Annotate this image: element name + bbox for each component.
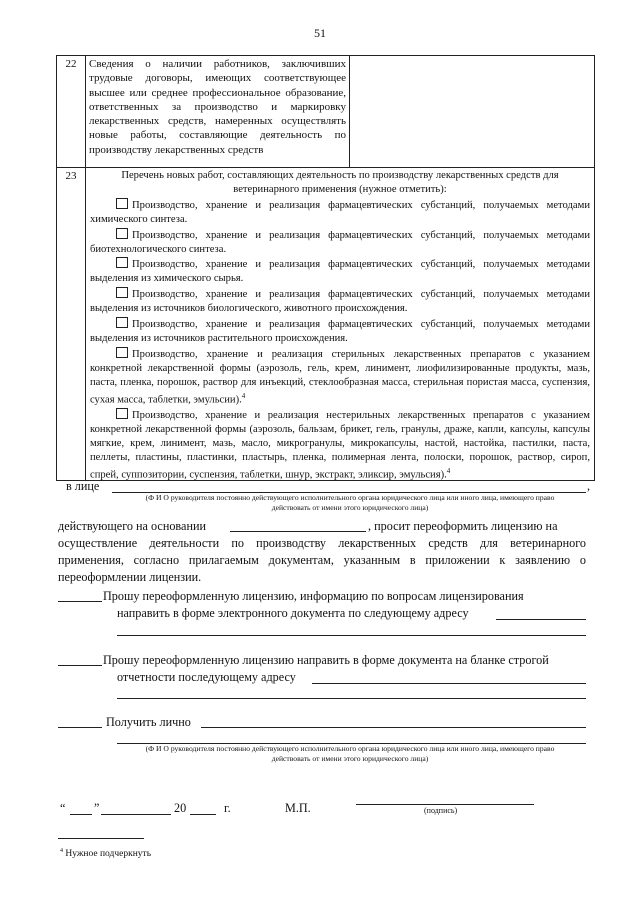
row-number: 22 xyxy=(57,56,86,167)
request1-line1: Прошу переоформленную лицензию, информацию по вопросам лицензирования xyxy=(103,589,524,603)
footnote-separator xyxy=(58,838,144,839)
comma: , xyxy=(587,479,591,493)
fio-caption-top: (Ф И О руководителя постоянно действующего исполнительного органа юридического лица или иного лица, имеющего право действовать от имени этого юридического лица) xyxy=(145,493,555,512)
footnote: $^4$ Нужное подчеркнуть xyxy=(60,848,152,860)
request2-mark-line[interactable] xyxy=(58,665,102,666)
date-year-prefix: 20 xyxy=(174,801,187,815)
date-day-line[interactable] xyxy=(70,814,92,815)
signature-line[interactable] xyxy=(356,804,534,805)
acting-basis-label: действующего на основании xyxy=(58,519,207,533)
checkbox[interactable] xyxy=(116,198,128,209)
stamp-placeholder: М.П. xyxy=(285,801,311,815)
acting-basis-text: осуществление деятельности по производству лекарственных средств для ветеринарного применения, согласно прилагаемым документам, указанным в приложении к заявлению о переоформлении лицензии. xyxy=(58,536,586,584)
date-year-suffix: г. xyxy=(224,801,231,815)
request1-line2: направить в форме электронного документа по следующему адресу xyxy=(117,606,469,620)
signature-caption: (подпись) xyxy=(424,806,458,815)
work-item: Производство, хранение и реализация фармацевтических субстанций, получаемых методами выделения из источников растительного происхождения. xyxy=(90,319,590,344)
receive-line[interactable] xyxy=(201,727,586,728)
request2-line1: Прошу переоформленную лицензию направить в форме документа на бланке строгой xyxy=(103,653,549,667)
basis-document-line[interactable] xyxy=(230,531,366,532)
acting-basis-continue: , просит переоформить лицензию на xyxy=(368,519,558,533)
date-close-quote: ” xyxy=(94,801,100,815)
date-month-line[interactable] xyxy=(101,814,171,815)
footnote-marker: 4 xyxy=(241,391,246,400)
date-open-quote: “ xyxy=(60,801,66,815)
postal-address-line-2[interactable] xyxy=(117,698,586,699)
page-number: 51 xyxy=(314,26,326,40)
row-22-description: Сведения о наличии работников, заключивших трудовые договоры, имеющих соответствующее высшее или среднее профессиональное образование, ответственных за производство и маркировку лекарственных средств, намеренных осуществлять новые работы, составляющие деятельность по производству лекарственных средств xyxy=(86,56,350,167)
request2-line2: отчетности последующему адресу xyxy=(117,670,296,684)
row-23-content xyxy=(86,168,594,480)
row-number: 23 xyxy=(57,168,86,480)
table-row-23 xyxy=(57,168,594,480)
row-22-answer-cell[interactable] xyxy=(350,56,594,167)
checkbox[interactable] xyxy=(116,228,128,239)
receive-mark-line[interactable] xyxy=(58,727,102,728)
email-address-line[interactable] xyxy=(496,619,586,620)
work-item: Производство, хранение и реализация нестерильных лекарственных препаратов с указанием конкретной лекарственной формы (аэрозоль, бальзам, брикет, гель, гранулы, драже, капли, капсулы, капсулы мягкие, крем, линимент, мазь, масло, микрогранулы, микрокапсулы, настой, настойка, пастилки, паста, пеллеты, пластины, пластинки, пластырь, пленка, полимерная лента, полоски, порошок, раствор, сироп, спрей, суппозитории, суспензия, таблетки, шнур, экстракт, эликсир, эмульсия).$^4$ xyxy=(90,410,590,481)
checkbox[interactable] xyxy=(116,408,128,419)
footnote-marker: 4 xyxy=(446,466,451,475)
receive-personally: Получить лично xyxy=(106,715,191,729)
checkbox[interactable] xyxy=(116,317,128,328)
checkbox[interactable] xyxy=(116,287,128,298)
work-item: Производство, хранение и реализация фармацевтических субстанций, получаемых методами выделения из химического сырья. xyxy=(90,259,590,285)
row-23-heading: Перечень новых работ, составляющих деятельность по производству лекарственных средств для ветеринарного применения (нужное отметить): xyxy=(121,170,559,195)
work-item: Производство, хранение и реализация стерильных лекарственных препаратов с указанием конкретной лекарственной формы (аэрозоль, гель, крем, линимент, лиофилизированные продукты, мазь, паста, пленка, порошок, раствор для инъекций, стеклообразная масса, стерильная пористая масса, суспензия, сухая масса, таблетки, эмульсии).$^4$ xyxy=(90,348,590,406)
checkbox[interactable] xyxy=(116,347,128,358)
postal-address-line[interactable] xyxy=(312,683,586,684)
in-person-label: в лице xyxy=(66,479,100,493)
table-row-22 xyxy=(57,56,594,168)
request1-mark-line[interactable] xyxy=(58,601,102,602)
checkbox[interactable] xyxy=(116,257,128,268)
email-address-line-2[interactable] xyxy=(117,635,586,636)
date-year-line[interactable] xyxy=(190,814,216,815)
work-item: Производство, хранение и реализация фармацевтических субстанций, получаемых методами выделения из источников биологического, животного происхождения. xyxy=(90,289,590,315)
fio-caption-bottom: (Ф И О руководителя постоянно действующего исполнительного органа юридического лица или иного лица, имеющего право действовать от имени этого юридического лица) xyxy=(145,744,555,763)
work-item: Производство, хранение и реализация фармацевтических субстанций, получаемых методами биотехнологического синтеза. xyxy=(90,229,590,255)
application-table xyxy=(56,55,595,481)
work-item: Производство, хранение и реализация фармацевтических субстанций, получаемых методами химического синтеза. xyxy=(90,199,590,225)
